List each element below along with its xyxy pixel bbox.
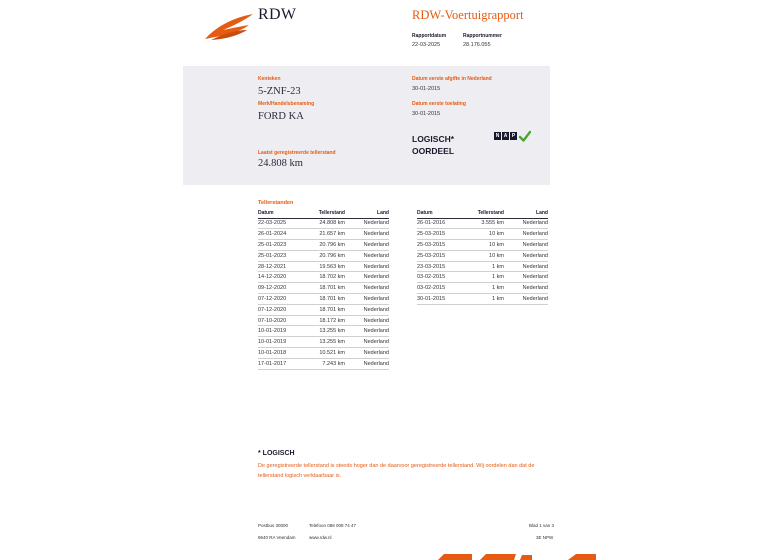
cell-country: Nederland xyxy=(345,326,389,337)
document-title: RDW-Voertuigrapport xyxy=(412,8,524,22)
nap-badge xyxy=(494,130,531,142)
table-row xyxy=(417,240,548,251)
table-row xyxy=(417,218,548,229)
cell-country: Nederland xyxy=(345,358,389,369)
cell-date: 07-12-2020 xyxy=(258,304,313,315)
brand-name: RDW xyxy=(258,6,297,23)
cell-country: Nederland xyxy=(504,250,548,261)
table-row xyxy=(258,272,389,283)
cell-odometer: 13.255 km xyxy=(313,326,345,337)
table-row xyxy=(417,294,548,305)
cell-odometer: 1 km xyxy=(472,294,504,305)
table-row xyxy=(258,218,389,229)
footer-website: www.rdw.nl xyxy=(309,535,332,540)
cell-country: Nederland xyxy=(504,218,548,229)
cell-odometer: 18.172 km xyxy=(313,315,345,326)
first-registration-nl-value: 30-01-2015 xyxy=(412,86,441,92)
cell-odometer: 20.796 km xyxy=(313,240,345,251)
cell-date: 28-12-2021 xyxy=(258,261,313,272)
column-header-country: Land xyxy=(345,209,389,218)
cell-date: 03-02-2015 xyxy=(417,283,472,294)
cell-odometer: 20.796 km xyxy=(313,250,345,261)
cell-odometer: 1 km xyxy=(472,261,504,272)
cell-date: 07-12-2020 xyxy=(258,294,313,305)
cell-odometer: 1 km xyxy=(472,283,504,294)
cell-country: Nederland xyxy=(504,229,548,240)
table-header-row xyxy=(417,209,548,218)
column-header-date: Datum xyxy=(258,209,313,218)
column-header-odometer: Tellerstand xyxy=(313,209,345,218)
table-row xyxy=(258,240,389,251)
table-row xyxy=(417,272,548,283)
last-odometer-value: 24.808 km xyxy=(258,158,303,169)
make-model-value: FORD KA xyxy=(258,111,304,122)
first-admission-value: 30-01-2015 xyxy=(412,111,441,117)
cell-odometer: 13.255 km xyxy=(313,337,345,348)
table-row xyxy=(258,326,389,337)
footer-address-line-1: Postbus 30000 xyxy=(258,523,289,528)
cell-date: 10-01-2018 xyxy=(258,348,313,359)
first-admission-label: Datum eerste toelating xyxy=(412,101,466,107)
cell-odometer: 18.701 km xyxy=(313,283,345,294)
cell-date: 25-01-2023 xyxy=(258,240,313,251)
last-odometer-label: Laatst geregistreerde tellerstand xyxy=(258,150,336,156)
cell-date: 25-01-2023 xyxy=(258,250,313,261)
cell-date: 23-03-2015 xyxy=(417,261,472,272)
footer-address-line-2: 9640 RA Veendam xyxy=(258,535,296,540)
table-row xyxy=(417,229,548,240)
nap-letter: P xyxy=(511,133,516,139)
table-row xyxy=(258,283,389,294)
table-header-row xyxy=(258,209,389,218)
table-row xyxy=(258,304,389,315)
cell-odometer: 10 km xyxy=(472,229,504,240)
report-number-value: 28.176.055 xyxy=(463,42,491,48)
cell-date: 25-03-2015 xyxy=(417,229,472,240)
cell-country: Nederland xyxy=(504,272,548,283)
cell-country: Nederland xyxy=(345,294,389,305)
report-date-value: 22-03-2025 xyxy=(412,42,441,48)
column-header-country: Land xyxy=(504,209,548,218)
cell-odometer: 10 km xyxy=(472,240,504,251)
cell-country: Nederland xyxy=(345,229,389,240)
cell-date: 09-12-2020 xyxy=(258,283,313,294)
nap-letter: N xyxy=(495,133,500,139)
cell-odometer: 7.243 km xyxy=(313,358,345,369)
cell-date: 30-01-2015 xyxy=(417,294,472,305)
cell-odometer: 3.555 km xyxy=(472,218,504,229)
vehicle-summary-panel xyxy=(183,66,550,185)
cell-country: Nederland xyxy=(345,272,389,283)
odometer-table-right xyxy=(417,209,548,305)
cell-date: 17-01-2017 xyxy=(258,358,313,369)
table-row xyxy=(258,348,389,359)
cell-country: Nederland xyxy=(504,261,548,272)
table-row xyxy=(417,261,548,272)
table-row xyxy=(258,261,389,272)
verdict xyxy=(412,133,454,157)
odometer-section-title: Tellerstanden xyxy=(258,200,294,206)
cell-odometer: 18.702 km xyxy=(313,272,345,283)
cell-date: 22-03-2025 xyxy=(258,218,313,229)
verdict-line-1: LOGISCH* xyxy=(412,134,455,144)
cell-country: Nederland xyxy=(345,250,389,261)
cell-date: 03-02-2015 xyxy=(417,272,472,283)
table-row xyxy=(258,358,389,369)
cell-odometer: 24.808 km xyxy=(313,218,345,229)
column-header-odometer: Tellerstand xyxy=(472,209,504,218)
cell-date: 26-01-2024 xyxy=(258,229,313,240)
cell-odometer: 1 km xyxy=(472,272,504,283)
report-number-label: Rapportnummer xyxy=(463,33,502,39)
table-row xyxy=(258,315,389,326)
cell-country: Nederland xyxy=(345,218,389,229)
cell-date: 14-12-2020 xyxy=(258,272,313,283)
cell-date: 10-01-2019 xyxy=(258,326,313,337)
cell-date: 10-01-2019 xyxy=(258,337,313,348)
cell-odometer: 18.701 km xyxy=(313,304,345,315)
cell-country: Nederland xyxy=(504,283,548,294)
cell-date: 26-01-2016 xyxy=(417,218,472,229)
cell-country: Nederland xyxy=(345,348,389,359)
table-row xyxy=(258,250,389,261)
footer-code: 3E NPW xyxy=(536,535,554,540)
cell-odometer: 21.657 km xyxy=(313,229,345,240)
cell-date: 07-10-2020 xyxy=(258,315,313,326)
cell-date: 25-03-2015 xyxy=(417,250,472,261)
nap-letter: A xyxy=(503,133,508,139)
panel-notch xyxy=(183,175,257,185)
footnote-title: * LOGISCH xyxy=(258,450,295,457)
cell-date: 25-03-2015 xyxy=(417,240,472,251)
report-date-label: Rapportdatum xyxy=(412,33,447,39)
cell-odometer: 10.521 km xyxy=(313,348,345,359)
cell-country: Nederland xyxy=(345,240,389,251)
cell-country: Nederland xyxy=(345,283,389,294)
first-registration-nl-label: Datum eerste afgifte in Nederland xyxy=(412,76,492,82)
footer-phone: Telefoon 088 008 74 47 xyxy=(309,523,357,528)
cell-odometer: 10 km xyxy=(472,250,504,261)
decorative-footer-shapes xyxy=(436,553,606,560)
verdict-line-2: OORDEEL xyxy=(412,146,455,156)
rdw-logo-icon xyxy=(203,10,255,42)
make-model-label: Merk/Handelsbenaming xyxy=(258,101,315,107)
column-header-date: Datum xyxy=(417,209,472,218)
cell-country: Nederland xyxy=(345,315,389,326)
cell-country: Nederland xyxy=(345,304,389,315)
license-plate-label: Kenteken xyxy=(258,76,281,82)
cell-country: Nederland xyxy=(345,261,389,272)
license-plate-value: 5-ZNF-23 xyxy=(258,86,301,97)
checkmark-icon xyxy=(519,130,531,142)
table-row xyxy=(417,250,548,261)
table-row xyxy=(258,337,389,348)
cell-odometer: 19.563 km xyxy=(313,261,345,272)
cell-country: Nederland xyxy=(504,240,548,251)
footer-page-number: Blad 1 van 3 xyxy=(529,523,555,528)
table-row xyxy=(258,229,389,240)
table-row xyxy=(417,283,548,294)
cell-country: Nederland xyxy=(345,337,389,348)
footnote-text: De geregistreerde tellerstand is steeds hoger dan de daarvoor geregistreerde tellerstand. Wij oordelen dan dat de tellerstand logisch verklaarbaar is. xyxy=(258,463,535,479)
cell-country: Nederland xyxy=(504,294,548,305)
table-row xyxy=(258,294,389,305)
cell-odometer: 18.701 km xyxy=(313,294,345,305)
odometer-table-left xyxy=(258,209,389,370)
